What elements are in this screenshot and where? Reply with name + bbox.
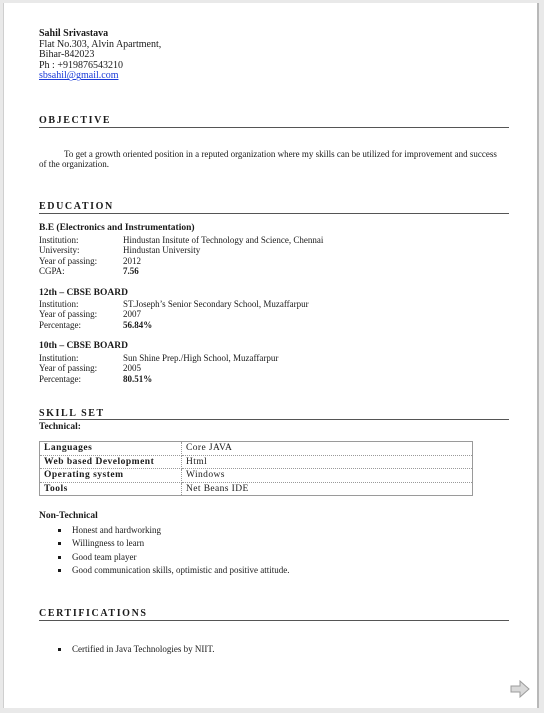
section-divider: [39, 620, 509, 621]
detail-row: [39, 235, 323, 245]
list-item: Certified in Java Technologies by NIIT.: [56, 643, 215, 656]
list-item: Willingness to learn: [56, 537, 289, 550]
detail-label: Year of passing:: [39, 363, 98, 374]
twelfth-details: [39, 299, 309, 330]
table-row: [40, 482, 473, 496]
non-technical-list: [56, 524, 289, 578]
resume-page: [3, 3, 539, 708]
objective-text: To get a growth oriented position in a reputed organization where my skills can be utilized for improvement and success of the organization.: [39, 149, 497, 169]
section-divider: [39, 127, 509, 128]
address-line-2: Bihar-842023: [39, 49, 95, 61]
detail-value: 56.84%: [123, 319, 153, 330]
skill-value: Windows: [182, 469, 473, 483]
detail-value: 2007: [123, 309, 141, 320]
detail-label: Institution:: [39, 235, 79, 245]
detail-value: ST.Joseph’s Senior Secondary School, Muzaffarpur: [123, 299, 309, 309]
certifications-heading: CERTIFICATIONS: [39, 608, 148, 619]
section-divider: [39, 419, 509, 420]
detail-label: Percentage:: [39, 373, 81, 384]
detail-label: Percentage:: [39, 319, 81, 330]
skill-value: Core JAVA: [182, 442, 473, 456]
detail-row: [39, 309, 309, 319]
skill-set-heading: SKILL SET: [39, 408, 105, 419]
phone-number: Ph : +919876543210: [39, 59, 123, 71]
detail-row: [39, 256, 323, 266]
detail-row: [39, 299, 309, 309]
tenth-details: [39, 353, 278, 384]
detail-label: University:: [39, 245, 80, 256]
skill-value: Net Beans IDE: [182, 482, 473, 496]
arrow-right-icon[interactable]: [510, 680, 530, 698]
detail-value: 80.51%: [123, 373, 153, 384]
skill-value: Html: [182, 455, 473, 469]
section-divider: [39, 213, 509, 214]
detail-row: [39, 353, 278, 363]
skill-category: Tools: [40, 482, 182, 496]
address-line-1: Flat No.303, Alvin Apartment,: [39, 38, 162, 50]
list-item: Good team player: [56, 551, 289, 564]
skill-category: Operating system: [40, 469, 182, 483]
skill-category: Languages: [40, 442, 182, 456]
detail-row: [39, 245, 323, 255]
detail-value: 7.56: [123, 266, 139, 277]
detail-value: Hindustan University: [123, 245, 201, 256]
detail-row: [39, 320, 309, 330]
detail-label: CGPA:: [39, 266, 65, 277]
detail-row: [39, 363, 278, 373]
skill-category: Web based Development: [40, 455, 182, 469]
non-technical-label: Non-Technical: [39, 511, 98, 521]
certifications-list: [56, 643, 215, 656]
detail-label: Institution:: [39, 353, 79, 363]
objective-heading: OBJECTIVE: [39, 115, 112, 126]
list-item: Honest and hardworking: [56, 524, 289, 537]
detail-label: Institution:: [39, 299, 79, 309]
list-item: Good communication skills, optimistic and positive attitude.: [56, 564, 289, 577]
email-link[interactable]: sbsahil@gmail.com: [39, 70, 119, 82]
contact-block: [39, 29, 161, 82]
detail-label: Year of passing:: [39, 255, 98, 266]
twelfth-heading: 12th – CBSE BOARD: [39, 288, 128, 298]
be-details: [39, 235, 323, 277]
detail-row: [39, 374, 278, 384]
detail-row: [39, 266, 323, 276]
education-heading: EDUCATION: [39, 201, 114, 212]
detail-label: Year of passing:: [39, 309, 98, 320]
detail-value: Hindustan Insitute of Technology and Science, Chennai: [123, 235, 324, 245]
table-row: [40, 455, 473, 469]
table-row: [40, 442, 473, 456]
detail-value: 2012: [123, 255, 141, 266]
candidate-name: Sahil Srivastava: [39, 28, 109, 39]
detail-value: 2005: [123, 363, 141, 374]
be-heading: B.E (Electronics and Instrumentation): [39, 223, 195, 233]
tenth-heading: 10th – CBSE BOARD: [39, 341, 128, 351]
technical-label: Technical:: [39, 422, 81, 432]
detail-value: Sun Shine Prep./High School, Muzaffarpur: [123, 353, 279, 363]
technical-skills-table: [39, 441, 473, 496]
table-row: [40, 469, 473, 483]
